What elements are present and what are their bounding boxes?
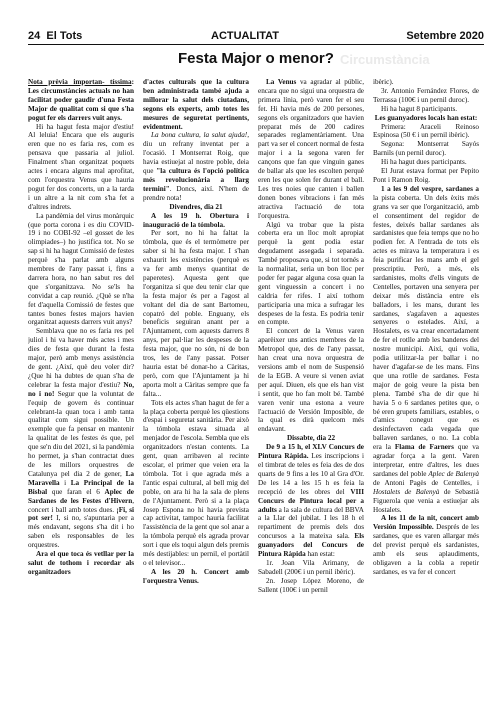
section-category: ACTUALITAT	[211, 30, 280, 42]
col1-para-5: Ara el que toca és vetllar per la salut de tothom i recordar als organitzadors	[28, 550, 134, 576]
page-number-section	[28, 30, 82, 42]
article-title-block	[178, 50, 478, 72]
col3-para-4: De 9 a 15 h, el XLV Concurs de Pintura Ràpida. Les inscripcions i el timbrat de teles es feia des de dos quarts de 9 fins a les 10 al Gra d'Or. De les 14 a les 15 h es feia la recepció de les obres del VIII Concurs de Pintura local per a adults a la sala de cultura del BBVA a la Llar del jubilat. I les 18 h el repartiment de premis dels dos concursos a la mateixa sala. Els guanyadors del Concurs de Pintura Ràpida han estat:	[258, 443, 364, 559]
col1-para-2: Hi ha hagut festa major d'estiu! Al leluia! Encara que els auguris eren que no es faria res, com es pensava que passaria al juliol. Finalment s'han organitzat poquets actes i encara alguns mal aprofitat, com l'orquestra Venus que hauria pogut fer dos concerts, un a la tarda i un altre a la nit com s'ha fet a d'altres indrets.	[28, 122, 134, 211]
col2-para-6: A les 20 h. Concert amb l'orquestra Venus.	[143, 567, 249, 585]
col2-para-5: Tots els actes s'han hagut de fer a la plaça coberta perquè les qüestions d'espai i seguretat sanitària. Per això la tómbola estava situada al menjador de l'escola. Sembla que els organitzadors n'estan contents. La gent, quan arribaven al recinte escolar, el primer que veien era la tómbola. Tot i que agrada més a l'antic espai cultural, al bell mig del poble, on ara hi ha la sala de plens de l'Ajuntament. Però si a la plaça Josep Espona no hi havia prevista cap activitat, tampoc hauria facilitat l'assistència de la gent que sol anar a la tómbola perquè els agrada provar sort i que els toqui algun dels premis més destijables: un pernil, el portàtil o el televisor...	[143, 398, 249, 567]
day-heading-saturday: Dissabte, dia 22	[286, 434, 336, 443]
col4-para-5: Primera: Araceli Reinoso Espinosa (50 € i un pernil ibèric).	[373, 122, 479, 140]
article-title: Festa Major o menor?	[178, 50, 334, 67]
col1-para-3: La pandèmia del virus monàrquic (que porta corona i es diu COVID-19 i no COBI-92 –el gosset de les olimpiades–) ho justifica tot. No se sap si hi ha hagut Comissió de festes perquè s'ha parlat amb alguns membres de l'any passat i, fins a darrera hora, no han sabut res del que s'organitzava. No se'ls ha convidat a cap reunió. ¿Què se n'ha fet d'aquella Comissió de festes que tantes bones festes majors havien organitzat aquests darrers vuit anys?	[28, 211, 134, 327]
col3-para-1: La Venus va agradar al públic, encara que no sigui una orquestra de primera línia, però varen fer el seu fet. Hi havia més de 200 persones, segons els organitzadors que havien preparat més de 200 cadires separades reglamentàriament. Una part va ser el concert normal de festa major i a la segona varen fer cançons que fan que vinguin ganes de ballar als que les escolten perquè eren les que solen fer durant el ball. Les tres noies que canten i ballen donen bones vibracions i fan més atractiva l'actuació de tota l'orquestra.	[258, 78, 364, 220]
col2-para-4: Per sort, no hi ha faltat la tómbola, que és el termòmetre per saber si hi ha festa major. I s'han exhaurit les existències (perquè es va fer amb menys quantitat de paperetes). Aquesta gent que l'organitza sí que deu tenir clar que la festa major és per a l'agost al voltant del dia de sant Bartomeu, copatró del poble. Enguany, els beneficis seguiran anant per a l'Ajuntament, com aquests darrers 8 anys, per pal·liar les despeses de la festa major, que no són, ni de bon tros, les de l'any passat. Potser hauria estat bé donar-ho a Càritas, però, com que l'Ajuntament ja hi aporta molt a Càritas sempre que fa falta...	[143, 229, 249, 398]
col2-para-1: d'actes culturals que la cultura ben administrada també ajuda a millorar la salut dels ciutadans, segons els experts, amb totes les mesures de seguretat pertinents, evidentment.	[143, 78, 249, 131]
col4-para-8: El Jurat estava format per Pepito Pont i Ramon Roig.	[373, 167, 479, 184]
col4-para-3: Hi ha hagut 8 participants.	[381, 104, 458, 113]
col1-para-4: Semblava que no es faria res pel juliol i hi va haver més actes i mes dies de festa que durant la festa major, però amb menys assistència de gent. ¿Així, què deu voler dir? ¿Que hi ha dubtes de quan s'ha de celebrar la festa major d'estiu? No, no i no! Segur que la voluntat de l'equip de govern és continuar celebrant-la quan toca i amb tanta qualitat com sigui possible. Un exemple que fa pensar en mantenir la qualitat de les festes és que, pel que se'n diu del 2021, si la pandèmia ho permet, ja s'han contractat dues de les millors orquestres de Catalunya pel dia 2 de gener, La Maravella i La Principal de la Bisbal que faran el 6 Aplec de Sardanes de les Festes d'Hivern, concert i ball amb totes dues. ¡Fi, si pot ser! I, si no, s'apuntaria per a més endavant, segons s'ha dit i ho saben els responsables de les orquestres.	[28, 327, 134, 550]
col4-para-7: Hi ha hagut dues participants.	[381, 158, 467, 167]
col4-para-1: ibèric).	[373, 78, 394, 86]
column-4	[373, 78, 479, 678]
col3-para-3: El concert de la Venus varen aparèixer uns antics membres de la Metropol que, des de l'any passat, han creat una nova orquestra de versions amb el nom de Suspensió de la EGB. A veure si venen aviat per aquí. Diuen, els que els han vist i sentit, que ho fan molt bé. També varen venir una estona a veure l'actuació de Versión Imposible, de la qual es dirà quelcom més endavant.	[258, 327, 364, 434]
issue-date: Setembre 2020	[406, 30, 484, 42]
day-heading-friday: Divendres, dia 21	[169, 202, 223, 211]
col3-para-6: 2n. Josep López Moreno, de Sallent (100€ i un pernil	[258, 576, 364, 594]
column-1	[28, 78, 134, 678]
header-rule	[28, 44, 484, 45]
col3-para-5: 1r. Joan Vila Arimany, de Sabadell (200€ i un pernil ibèric).	[258, 558, 364, 576]
col2-para-3: A les 19 h. Obertura i inauguració de la tómbola.	[143, 211, 249, 229]
col4-subheading: Les guanyadores locals han estat:	[374, 113, 478, 122]
page-number: 24	[28, 30, 41, 42]
ghost-title-text: Circumstància	[340, 52, 430, 67]
column-2	[143, 78, 249, 678]
col4-para-2: 3r. Antonio Fernández Flores, de Terrassa (100€ i un pernil duroc).	[373, 86, 479, 104]
col4-para-10: A les 11 de la nit, concert amb Versión Impossible. Després de les sardanes, que es varen allargar més del previst perquè els sardanistes, amb els seus aplaudiments, obligaven a la cobla a repetir sardanes, es va fer el concert	[373, 514, 479, 576]
publication-name: El Tots	[46, 30, 83, 42]
col3-para-2: Algú va trobar que la pista coberta era un lloc molt apropiat perquè la gent podia estar degudament assegada i separada. També proposava que, si tot tornés a la normalitat, seria un bon lloc per poder fer pagar alguna cosa quan la gent vinguessin a concert i no caldria fer rifes. I així tothom participaria una mica a sufragar les despeses de la festa. Es podria tenir en compte.	[258, 220, 364, 327]
col4-para-6: Segona: Montserrat Sayós Barnils (un pernil duroc).	[373, 140, 479, 158]
column-3	[258, 78, 364, 678]
col1-para-1: Nota prèvia importan- tíssima: Les circumstàncies actuals no han facilitat poder gaudir d'una Festa Major de qualitat com si que s'ha pogut fer els darrers vuit anys.	[28, 78, 134, 122]
col4-para-9: 1 a les 9 del vespre, sardanes a la pista coberta. Un dels èxits més grans va ser que l'organització, amb el consentiment del regidor de festes, deixés ballar sardanes als sardanistes que feia temps que no ho podien fer. A l'entrada de tots els actes es mirava la temperatura i es feia purificar les mans amb el gel prescriptiu. Però, a més, els sardanistes, molts d'ells vinguts de Centelles, portaven una senyera per deixar més distància entre els balladors, i les mans, durant les sardanes, s'agafaven a aquestes senyeres o estelades. Així, a Hostalets, es va crear encertadament de fer el rotlle amb les banderes del nostre municipi. Així, qui volia, podia utilitzar-la per ballar i no haver d'agafar-se de les mans. Fins que una rotlle de sardanes. Festa major de goig veure la pista ben plena. També s'ha de dir que hi havia 5 o 6 sardanes petites que, o bé eren grupets familiars, estables, o d'amics conegut que es desinfectaven cada vegada que ballaven sardanes, o no. La cobla era la Flama de Farners que va agradar força a la gent. Varen interpretar, entre d'altres, les dues sardanes del poble Aplec de Balenyà de Antoni Pagès de Centelles, i Hostalets de Balenyà de Sebastià Figuerola que venia a estiuejar als Hostalets.	[373, 184, 479, 514]
col2-para-2: La bona cultura, la salut ajuda!, diu un refrany inventat per a l'ocasió. I Montserrat Roig, que havia estiuejat al nostre poble, deia que "la cultura és l'opció política més revolucionària a llarg termini". Doncs, així. N'hem de prendre nota!	[143, 131, 249, 202]
